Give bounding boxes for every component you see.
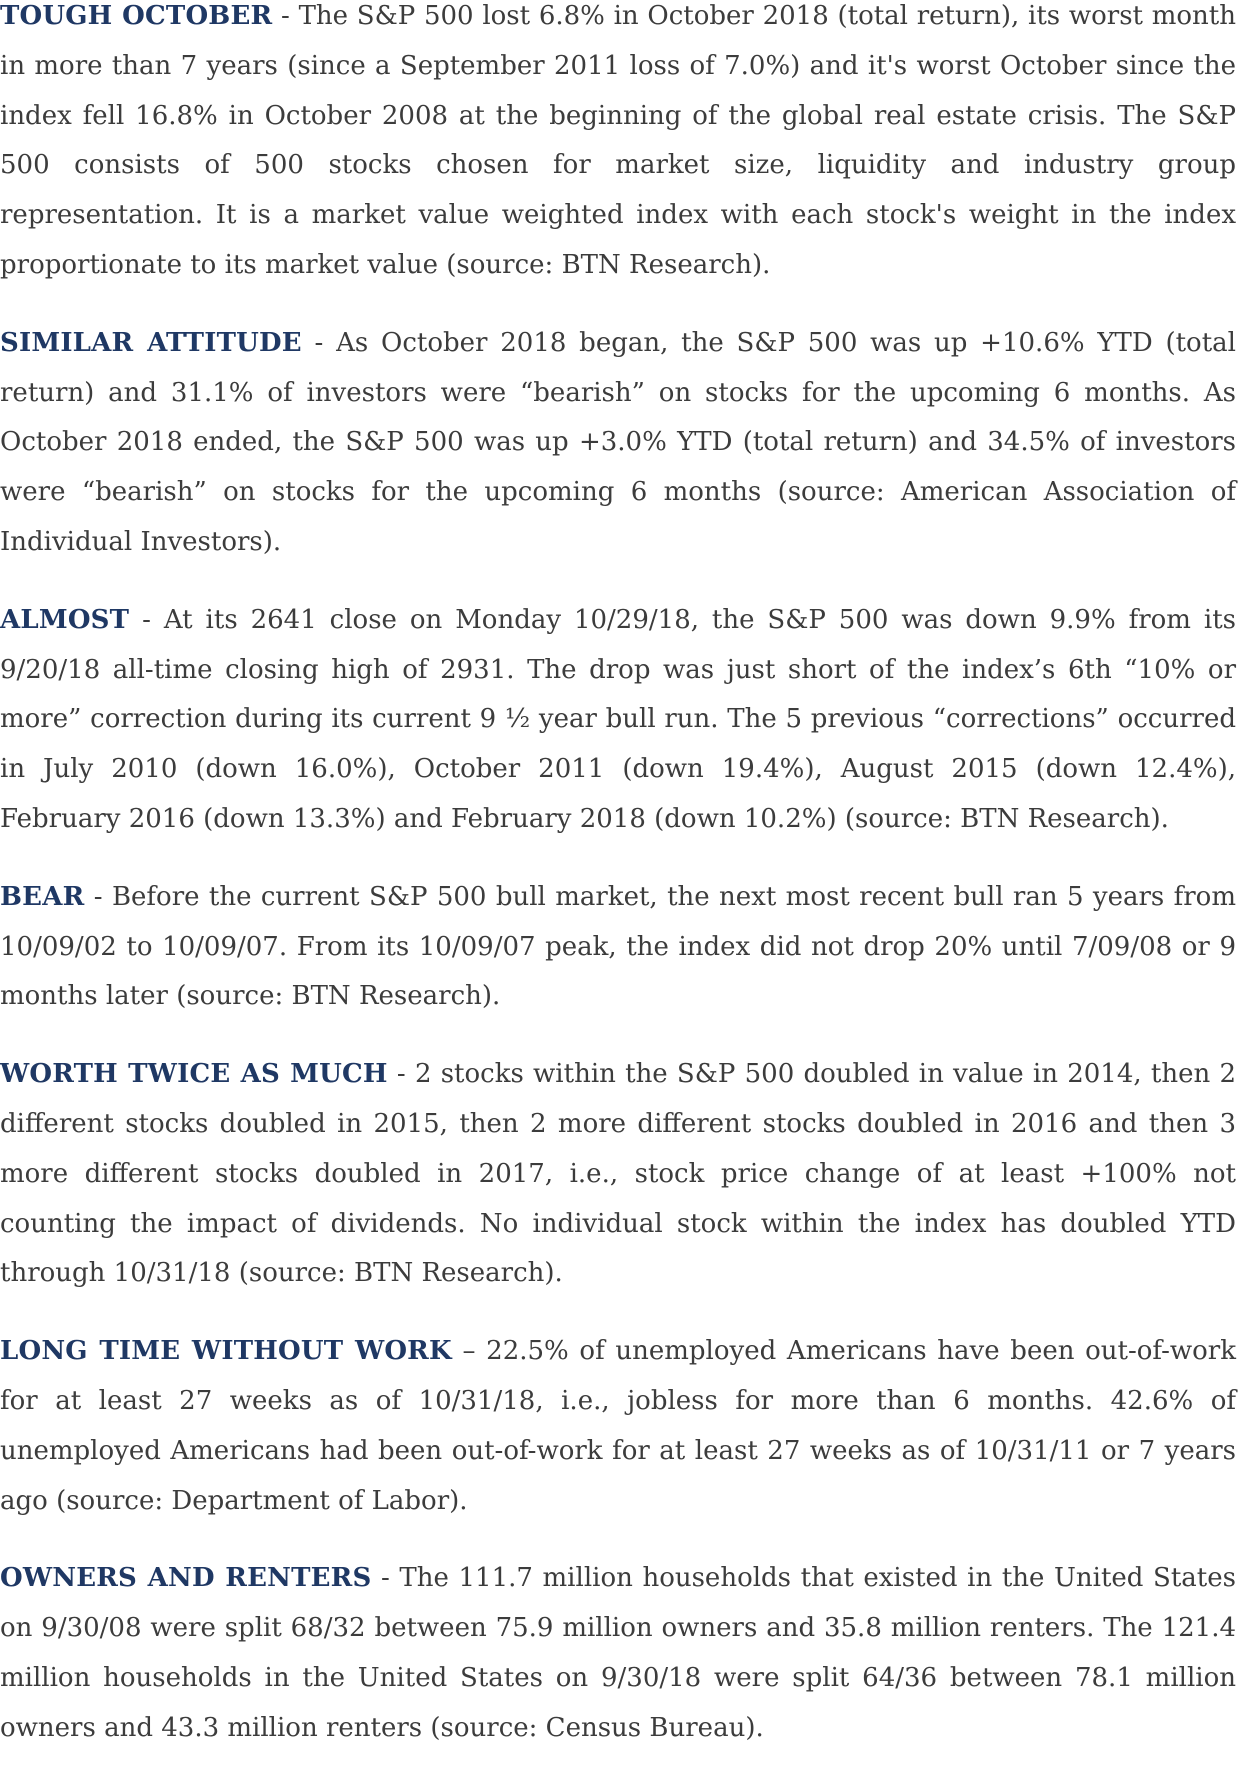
article-item-long-time-without-work <box>0 1327 1236 1526</box>
article-item-worth-twice-as-much <box>0 1050 1236 1299</box>
item-body: 2 stocks within the S&P 500 doubled in value in 2014, then 2 different stocks doubled in 2015, then 2 more different stocks doubled in 2016 and then 3 more different stocks doubled in 2017, i.e., stock price change of at least +100% not counting the impact of dividends. No individual stock within the index has doubled YTD through 10/31/18 (source: BTN Research). <box>0 1059 1236 1289</box>
article-item-owners-and-renters <box>0 1554 1236 1753</box>
item-heading: SIMILAR ATTITUDE <box>0 327 302 358</box>
item-body: The 111.7 million households that existed in the United States on 9/30/08 were split 68/32 between 75.9 million owners and 35.8 million renters. The 121.4 million households in the United States on 9/30/18 were split 64/36 between 78.1 million owners and 43.3 million renters (source: Census Bureau). <box>0 1563 1236 1743</box>
item-heading: TOUGH OCTOBER <box>0 1 273 31</box>
item-heading: ALMOST <box>0 604 130 635</box>
item-heading: BEAR <box>0 881 85 912</box>
item-body: Before the current S&P 500 bull market, the next most recent bull ran 5 years from 10/09/02 to 10/09/07. From its 10/09/07 peak, the index did not drop 20% until 7/09/08 or 9 months later (source: BTN Research). <box>0 881 1236 1012</box>
item-separator: - <box>129 604 164 635</box>
item-body: The S&P 500 lost 6.8% in October 2018 (total return), its worst month in more than 7 years (since a September 2011 loss of 7.0%) and it's worst October since the index fell 16.8% in October 2008 at the beginning of the global real estate crisis. The S&P 500 consists of 500 stocks chosen for market size, liquidity and industry group representation. It is a market value weighted index with each stock's weight in the index proportionate to its market value (source: BTN Research). <box>0 1 1236 280</box>
item-separator: - <box>84 881 112 912</box>
item-heading: WORTH TWICE AS MUCH <box>0 1059 388 1090</box>
article-item-bear <box>0 873 1236 1022</box>
item-separator: - <box>387 1059 415 1090</box>
article-item-tough-october <box>0 0 1236 291</box>
item-separator: – <box>451 1336 487 1367</box>
item-body: As October 2018 began, the S&P 500 was up +10.6% YTD (total return) and 31.1% of investors were “bearish” on stocks for the upcoming 6 months. As October 2018 ended, the S&P 500 was up +3.0% YTD (total return) and 34.5% of investors were “bearish” on stocks for the upcoming 6 months (source: American Association of Individual Investors). <box>0 327 1236 557</box>
item-separator: - <box>371 1563 400 1594</box>
article-item-similar-attitude <box>0 319 1236 568</box>
item-body: At its 2641 close on Monday 10/29/18, the S&P 500 was down 9.9% from its 9/20/18 all-time closing high of 2931. The drop was just short of the index’s 6th “10% or more” correction during its current 9 ½ year bull run. The 5 previous “corrections” occurred in July 2010 (down 16.0%), October 2011 (down 19.4%), August 2015 (down 12.4%), February 2016 (down 13.3%) and February 2018 (down 10.2%) (source: BTN Research). <box>0 604 1236 834</box>
item-separator: - <box>272 1 299 31</box>
item-heading: OWNERS AND RENTERS <box>0 1563 372 1594</box>
item-separator: - <box>301 327 337 358</box>
item-heading: LONG TIME WITHOUT WORK <box>0 1336 452 1367</box>
article-item-almost <box>0 596 1236 845</box>
item-body: 22.5% of unemployed Americans have been out-of-work for at least 27 weeks as of 10/31/18, i.e., jobless for more than 6 months. 42.6% of unemployed Americans had been out-of-work for at least 27 weeks as of 10/31/11 or 7 years ago (source: Department of Labor). <box>0 1336 1236 1516</box>
